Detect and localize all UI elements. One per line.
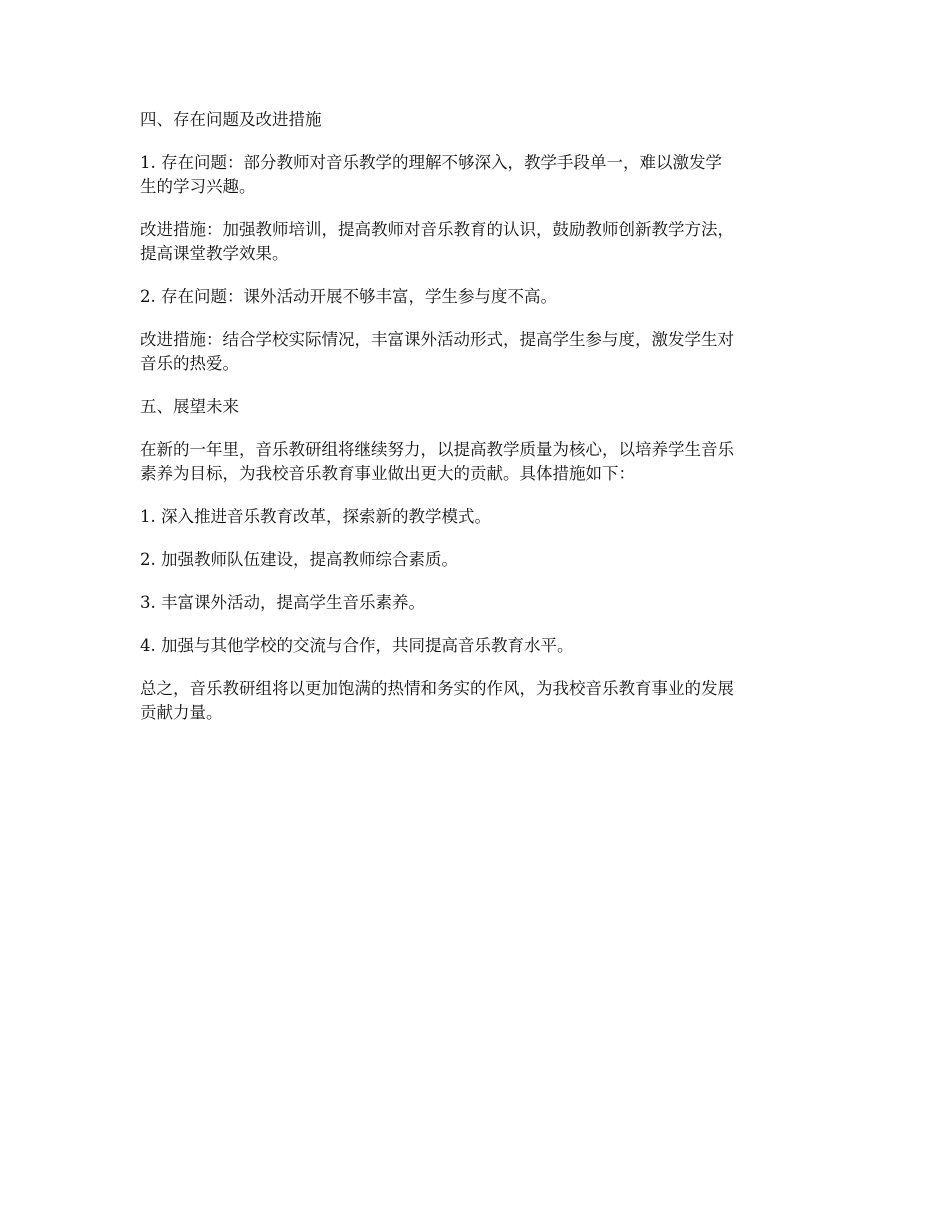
conclusion: 总之，音乐教研组将以更加饱满的热情和务实的作风，为我校音乐教育事业的发展 贡献力量。 (140, 679, 734, 722)
problem-2: 2. 存在问题：课外活动开展不够丰富，学生参与度不高。 (140, 287, 557, 306)
section-heading-outlook: 五、展望未来 (140, 397, 239, 416)
measure-2: 改进措施：结合学校实际情况，丰富课外活动形式，提高学生参与度，激发学生对 音乐的热爱。 (140, 330, 734, 373)
measure-1: 改进措施：加强教师培训，提高教师对音乐教育的认识，鼓励教师创新教学方法， 提高课堂教学效果。 (140, 220, 734, 263)
outlook-item-3: 3. 丰富课外活动，提高学生音乐素养。 (140, 593, 425, 612)
outlook-item-2: 2. 加强教师队伍建设，提高教师综合素质。 (140, 550, 458, 569)
problem-1: 1. 存在问题：部分教师对音乐教学的理解不够深入，教学手段单一，难以激发学 生的学习兴趣。 (140, 153, 722, 196)
outlook-item-4: 4. 加强与其他学校的交流与合作，共同提高音乐教育水平。 (140, 636, 574, 655)
outlook-intro: 在新的一年里，音乐教研组将继续努力，以提高教学质量为核心，以培养学生音乐 素养为目标，为我校音乐教育事业做出更大的贡献。具体措施如下： (140, 440, 734, 483)
outlook-item-1: 1. 深入推进音乐教育改革，探索新的教学模式。 (140, 507, 491, 526)
section-heading-problems: 四、存在问题及改进措施 (140, 110, 322, 129)
document-body (140, 108, 820, 744)
